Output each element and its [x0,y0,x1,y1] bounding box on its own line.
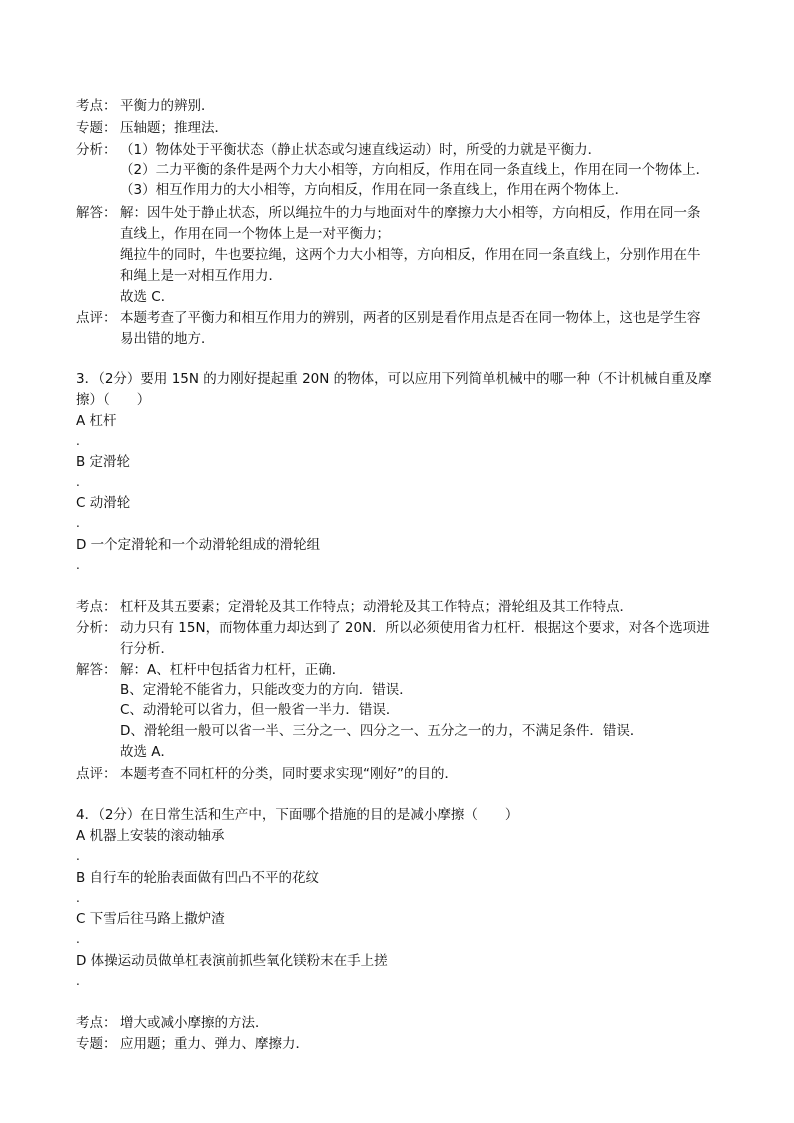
jieda-line: D、滑轮组一般可以省一半、三分之一、四分之一、五分之一的力，不满足条件．错误． [120,723,644,739]
kaodian-label: 考点： [76,1015,117,1031]
option-dot: . [76,558,80,572]
jieda-line: 解：因牛处于静止状态，所以绳拉牛的力与地面对牛的摩擦力大小相等，方向相反，作用在同一条 [120,205,701,221]
option-dot: . [76,849,80,863]
option-dot: . [76,434,80,448]
q3-option-b: B 定滑轮 [76,454,131,470]
fenxi-label: 分析： [76,620,117,636]
kaodian-text: 杠杆及其五要素；定滑轮及其工作特点；动滑轮及其工作特点；滑轮组及其工作特点． [120,599,633,615]
kaodian-text: 增大或减小摩擦的方法． [120,1015,269,1031]
jieda-label: 解答： [76,662,117,678]
fenxi-line: （2）二力平衡的条件是两个力大小相等，方向相反，作用在同一条直线上，作用在同一个物体上． [120,162,710,178]
jieda-line: 和绳上是一对相互作用力． [120,268,282,284]
fenxi-line: 动力只有 15N，而物体重力却达到了 20N．所以必须使用省力杠杆．根据这个要求，对各个选项进 [120,620,710,636]
jieda-line: 故选 A． [120,744,175,760]
q3-stem: 擦）（ ） [76,392,151,408]
option-dot: . [76,891,80,905]
option-dot: . [76,516,80,530]
fenxi-line: （1）物体处于平衡状态（静止状态或匀速直线运动）时，所受的力就是平衡力． [120,142,602,158]
zhuanti-text: 压轴题；推理法． [120,120,228,136]
zhuanti-label: 专题： [76,1036,117,1052]
kaodian-label: 考点： [76,599,117,615]
dianping-label: 点评： [76,310,117,326]
jieda-line: 直线上，作用在同一个物体上是一对平衡力； [120,226,390,242]
zhuanti-text: 应用题；重力、弹力、摩擦力． [120,1036,309,1052]
q3-option-a: A 杠杆 [76,413,117,429]
q4-option-c: C 下雪后往马路上撒炉渣 [76,911,225,927]
fenxi-label: 分析： [76,142,117,158]
dianping-line: 易出错的地方． [120,331,215,347]
jieda-line: C、动滑轮可以省力，但一般省一半力．错误． [120,702,400,718]
q3-option-d: D 一个定滑轮和一个动滑轮组成的滑轮组 [76,537,321,553]
fenxi-line: 行分析． [120,641,174,657]
jieda-line: 绳拉牛的同时，牛也要拉绳，这两个力大小相等，方向相反，作用在同一条直线上，分别作用在牛 [120,247,701,263]
q4-option-a: A 机器上安装的滚动轴承 [76,828,225,844]
jieda-line: 解：A、杠杆中包括省力杠杆，正确． [120,662,346,678]
dianping-line: 本题考查不同杠杆的分类，同时要求实现“刚好”的目的． [120,766,458,782]
dianping-line: 本题考查了平衡力和相互作用力的辨别，两者的区别是看作用点是否在同一物体上，这也是学生容 [120,310,701,326]
q4-option-b: B 自行车的轮胎表面做有凹凸不平的花纹 [76,870,320,886]
option-dot: . [76,475,80,489]
jieda-line: B、定滑轮不能省力，只能改变力的方向．错误． [120,682,413,698]
fenxi-line: （3）相互作用力的大小相等，方向相反，作用在同一条直线上，作用在两个物体上． [120,182,629,198]
zhuanti-label: 专题： [76,120,117,136]
jieda-label: 解答： [76,205,117,221]
q4-stem: 4．（2分）在日常生活和生产中，下面哪个措施的目的是减小摩擦（ ） [76,807,519,823]
jieda-line: 故选 C． [120,289,175,305]
dianping-label: 点评： [76,766,117,782]
option-dot: . [76,974,80,988]
kaodian-label: 考点： [76,98,117,114]
kaodian-text: 平衡力的辨别． [120,98,215,114]
q3-stem: 3．（2分）要用 15N 的力刚好提起重 20N 的物体，可以应用下列简单机械中的哪一种（不计机械自重及摩 [76,371,712,387]
option-dot: . [76,932,80,946]
q4-option-d: D 体操运动员做单杠表演前抓些氧化镁粉末在手上搓 [76,953,388,969]
q3-option-c: C 动滑轮 [76,495,131,511]
